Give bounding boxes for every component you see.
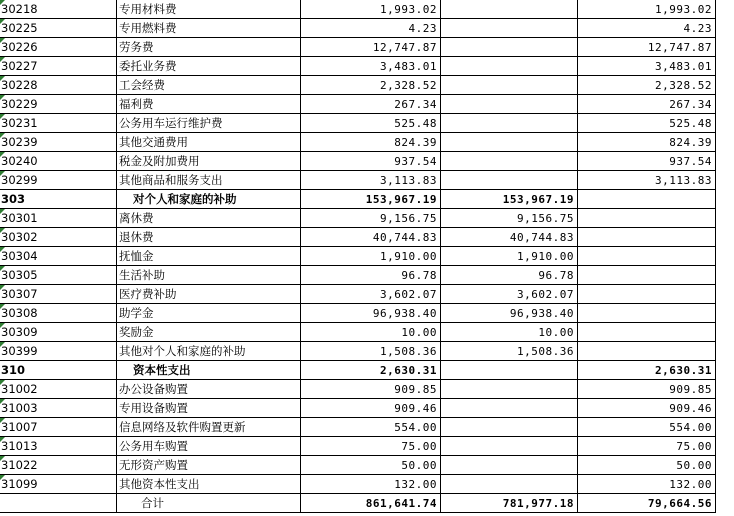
total-cell[interactable]: 10.00 bbox=[300, 323, 440, 341]
name-cell[interactable]: 其他对个人和家庭的补助 bbox=[116, 342, 300, 360]
total-cell[interactable]: 554.00 bbox=[300, 418, 440, 436]
basic-cell[interactable]: 10.00 bbox=[440, 323, 577, 341]
total-label-cell[interactable]: 合计 bbox=[116, 494, 300, 512]
code-cell[interactable]: 31007 bbox=[1, 420, 38, 434]
code-cell[interactable]: 31013 bbox=[1, 439, 38, 453]
table-row bbox=[0, 380, 716, 399]
total-row bbox=[0, 494, 716, 513]
name-cell[interactable]: 劳务费 bbox=[116, 38, 300, 56]
name-cell[interactable]: 助学金 bbox=[116, 304, 300, 322]
name-cell[interactable]: 退休费 bbox=[116, 228, 300, 246]
project-cell[interactable]: 909.46 bbox=[577, 399, 716, 417]
project-cell[interactable] bbox=[577, 342, 716, 360]
table-row bbox=[0, 171, 716, 190]
project-cell[interactable]: 2,630.31 bbox=[577, 361, 716, 379]
basic-cell[interactable] bbox=[440, 152, 577, 170]
basic-cell[interactable]: 153,967.19 bbox=[440, 190, 577, 208]
total-cell[interactable]: 96,938.40 bbox=[300, 304, 440, 322]
basic-cell[interactable]: 1,910.00 bbox=[440, 247, 577, 265]
project-cell[interactable]: 2,328.52 bbox=[577, 76, 716, 94]
basic-cell[interactable] bbox=[440, 114, 577, 132]
code-cell[interactable]: 30240 bbox=[1, 154, 38, 168]
total-cell[interactable]: 2,630.31 bbox=[300, 361, 440, 379]
total-cell[interactable]: 267.34 bbox=[300, 95, 440, 113]
code-cell[interactable]: 30299 bbox=[1, 173, 38, 187]
project-cell[interactable]: 12,747.87 bbox=[577, 38, 716, 56]
total-cell[interactable]: 9,156.75 bbox=[300, 209, 440, 227]
basic-cell[interactable]: 96.78 bbox=[440, 266, 577, 284]
table-row bbox=[0, 323, 716, 342]
name-cell[interactable]: 信息网络及软件购置更新 bbox=[116, 418, 300, 436]
basic-cell[interactable] bbox=[440, 456, 577, 474]
project-cell[interactable] bbox=[577, 304, 716, 322]
total-cell[interactable]: 3,602.07 bbox=[300, 285, 440, 303]
basic-cell[interactable] bbox=[440, 95, 577, 113]
project-cell[interactable]: 132.00 bbox=[577, 475, 716, 493]
code-cell[interactable]: 31003 bbox=[1, 401, 38, 415]
name-cell[interactable]: 税金及附加费用 bbox=[116, 152, 300, 170]
total-cell[interactable]: 1,910.00 bbox=[300, 247, 440, 265]
project-cell[interactable]: 909.85 bbox=[577, 380, 716, 398]
table-row bbox=[0, 304, 716, 323]
basic-cell[interactable] bbox=[440, 133, 577, 151]
basic-cell[interactable]: 1,508.36 bbox=[440, 342, 577, 360]
name-cell[interactable]: 委托业务费 bbox=[116, 57, 300, 75]
basic-cell[interactable] bbox=[440, 380, 577, 398]
total-cell[interactable]: 40,744.83 bbox=[300, 228, 440, 246]
table-row bbox=[0, 38, 716, 57]
table-row bbox=[0, 342, 716, 361]
code-cell[interactable]: 31022 bbox=[1, 458, 38, 472]
name-cell[interactable]: 生活补助 bbox=[116, 266, 300, 284]
table-row bbox=[0, 76, 716, 95]
name-cell[interactable]: 其他商品和服务支出 bbox=[116, 171, 300, 189]
project-cell[interactable]: 937.54 bbox=[577, 152, 716, 170]
code-cell[interactable]: 30307 bbox=[1, 287, 38, 301]
total-cell[interactable]: 153,967.19 bbox=[300, 190, 440, 208]
code-cell[interactable] bbox=[0, 494, 116, 512]
code-cell[interactable]: 30308 bbox=[1, 306, 38, 320]
code-cell[interactable]: 31099 bbox=[1, 477, 38, 491]
name-cell[interactable]: 离休费 bbox=[116, 209, 300, 227]
name-cell[interactable]: 资本性支出 bbox=[116, 361, 300, 379]
project-cell[interactable]: 525.48 bbox=[577, 114, 716, 132]
code-cell[interactable]: 30226 bbox=[1, 40, 38, 54]
project-cell[interactable]: 3,483.01 bbox=[577, 57, 716, 75]
basic-cell[interactable]: 3,602.07 bbox=[440, 285, 577, 303]
name-cell[interactable]: 无形资产购置 bbox=[116, 456, 300, 474]
basic-cell[interactable] bbox=[440, 0, 577, 18]
table-row bbox=[0, 209, 716, 228]
total-cell[interactable]: 525.48 bbox=[300, 114, 440, 132]
table-row bbox=[0, 285, 716, 304]
basic-cell[interactable] bbox=[440, 57, 577, 75]
code-cell[interactable]: 30239 bbox=[1, 135, 38, 149]
table-row bbox=[0, 247, 716, 266]
name-cell[interactable]: 工会经费 bbox=[116, 76, 300, 94]
total-cell[interactable]: 909.46 bbox=[300, 399, 440, 417]
name-cell[interactable]: 专用设备购置 bbox=[116, 399, 300, 417]
code-cell[interactable]: 30228 bbox=[1, 78, 38, 92]
basic-cell[interactable]: 781,977.18 bbox=[440, 494, 577, 512]
total-cell[interactable]: 75.00 bbox=[300, 437, 440, 455]
total-cell[interactable]: 12,747.87 bbox=[300, 38, 440, 56]
table-row bbox=[0, 361, 716, 380]
project-cell[interactable] bbox=[577, 323, 716, 341]
table-row bbox=[0, 0, 716, 19]
basic-cell[interactable]: 40,744.83 bbox=[440, 228, 577, 246]
project-cell[interactable] bbox=[577, 209, 716, 227]
basic-cell[interactable] bbox=[440, 475, 577, 493]
project-cell[interactable]: 267.34 bbox=[577, 95, 716, 113]
code-cell[interactable]: 30218 bbox=[1, 2, 38, 16]
total-cell[interactable]: 96.78 bbox=[300, 266, 440, 284]
table-row bbox=[0, 114, 716, 133]
table-row bbox=[0, 418, 716, 437]
code-cell[interactable]: 303 bbox=[1, 192, 26, 206]
total-cell[interactable]: 132.00 bbox=[300, 475, 440, 493]
name-cell[interactable]: 福利费 bbox=[116, 95, 300, 113]
project-cell[interactable] bbox=[577, 228, 716, 246]
code-cell[interactable]: 30301 bbox=[1, 211, 38, 225]
code-cell[interactable]: 30309 bbox=[1, 325, 38, 339]
project-cell[interactable] bbox=[577, 266, 716, 284]
name-cell[interactable]: 办公设备购置 bbox=[116, 380, 300, 398]
project-cell[interactable]: 554.00 bbox=[577, 418, 716, 436]
table-row bbox=[0, 19, 716, 38]
table-row bbox=[0, 266, 716, 285]
code-cell[interactable]: 310 bbox=[1, 363, 26, 377]
name-cell[interactable]: 抚恤金 bbox=[116, 247, 300, 265]
name-cell[interactable]: 公务用车运行维护费 bbox=[116, 114, 300, 132]
project-cell[interactable]: 824.39 bbox=[577, 133, 716, 151]
total-cell[interactable]: 50.00 bbox=[300, 456, 440, 474]
code-cell[interactable]: 30305 bbox=[1, 268, 38, 282]
project-cell[interactable]: 4.23 bbox=[577, 19, 716, 37]
basic-cell[interactable] bbox=[440, 19, 577, 37]
code-cell[interactable]: 30231 bbox=[1, 116, 38, 130]
table-row bbox=[0, 456, 716, 475]
total-cell[interactable]: 861,641.74 bbox=[300, 494, 440, 512]
code-cell[interactable]: 30229 bbox=[1, 97, 38, 111]
table-row bbox=[0, 95, 716, 114]
name-cell[interactable]: 专用燃料费 bbox=[116, 19, 300, 37]
total-cell[interactable]: 1,508.36 bbox=[300, 342, 440, 360]
basic-cell[interactable] bbox=[440, 38, 577, 56]
table-row bbox=[0, 399, 716, 418]
basic-cell[interactable] bbox=[440, 399, 577, 417]
total-cell[interactable]: 4.23 bbox=[300, 19, 440, 37]
project-cell[interactable]: 50.00 bbox=[577, 456, 716, 474]
basic-cell[interactable] bbox=[440, 76, 577, 94]
total-cell[interactable]: 909.85 bbox=[300, 380, 440, 398]
total-cell[interactable]: 3,113.83 bbox=[300, 171, 440, 189]
name-cell[interactable]: 对个人和家庭的补助 bbox=[116, 190, 300, 208]
table-row bbox=[0, 475, 716, 494]
name-cell[interactable]: 其他交通费用 bbox=[116, 133, 300, 151]
code-cell[interactable]: 30399 bbox=[1, 344, 38, 358]
name-cell[interactable]: 其他资本性支出 bbox=[116, 475, 300, 493]
table-row bbox=[0, 57, 716, 76]
table-row bbox=[0, 133, 716, 152]
project-cell[interactable]: 79,664.56 bbox=[577, 494, 716, 512]
code-cell[interactable]: 30304 bbox=[1, 249, 38, 263]
name-cell[interactable]: 公务用车购置 bbox=[116, 437, 300, 455]
total-cell[interactable]: 2,328.52 bbox=[300, 76, 440, 94]
table-row bbox=[0, 190, 716, 209]
total-cell[interactable]: 824.39 bbox=[300, 133, 440, 151]
table-row bbox=[0, 152, 716, 171]
project-cell[interactable]: 3,113.83 bbox=[577, 171, 716, 189]
name-cell[interactable]: 专用材料费 bbox=[116, 0, 300, 18]
total-cell[interactable]: 937.54 bbox=[300, 152, 440, 170]
project-cell[interactable] bbox=[577, 247, 716, 265]
project-cell[interactable] bbox=[577, 285, 716, 303]
total-cell[interactable]: 1,993.02 bbox=[300, 0, 440, 18]
project-cell[interactable]: 75.00 bbox=[577, 437, 716, 455]
basic-cell[interactable] bbox=[440, 437, 577, 455]
code-cell[interactable]: 30225 bbox=[1, 21, 38, 35]
code-cell[interactable]: 30302 bbox=[1, 230, 38, 244]
code-cell[interactable]: 30227 bbox=[1, 59, 38, 73]
basic-cell[interactable] bbox=[440, 171, 577, 189]
code-cell[interactable]: 31002 bbox=[1, 382, 38, 396]
total-cell[interactable]: 3,483.01 bbox=[300, 57, 440, 75]
basic-cell[interactable] bbox=[440, 418, 577, 436]
project-cell[interactable]: 1,993.02 bbox=[577, 0, 716, 18]
basic-cell[interactable]: 96,938.40 bbox=[440, 304, 577, 322]
basic-cell[interactable]: 9,156.75 bbox=[440, 209, 577, 227]
name-cell[interactable]: 医疗费补助 bbox=[116, 285, 300, 303]
table-row bbox=[0, 437, 716, 456]
table-row bbox=[0, 228, 716, 247]
project-cell[interactable] bbox=[577, 190, 716, 208]
name-cell[interactable]: 奖励金 bbox=[116, 323, 300, 341]
basic-cell[interactable] bbox=[440, 361, 577, 379]
